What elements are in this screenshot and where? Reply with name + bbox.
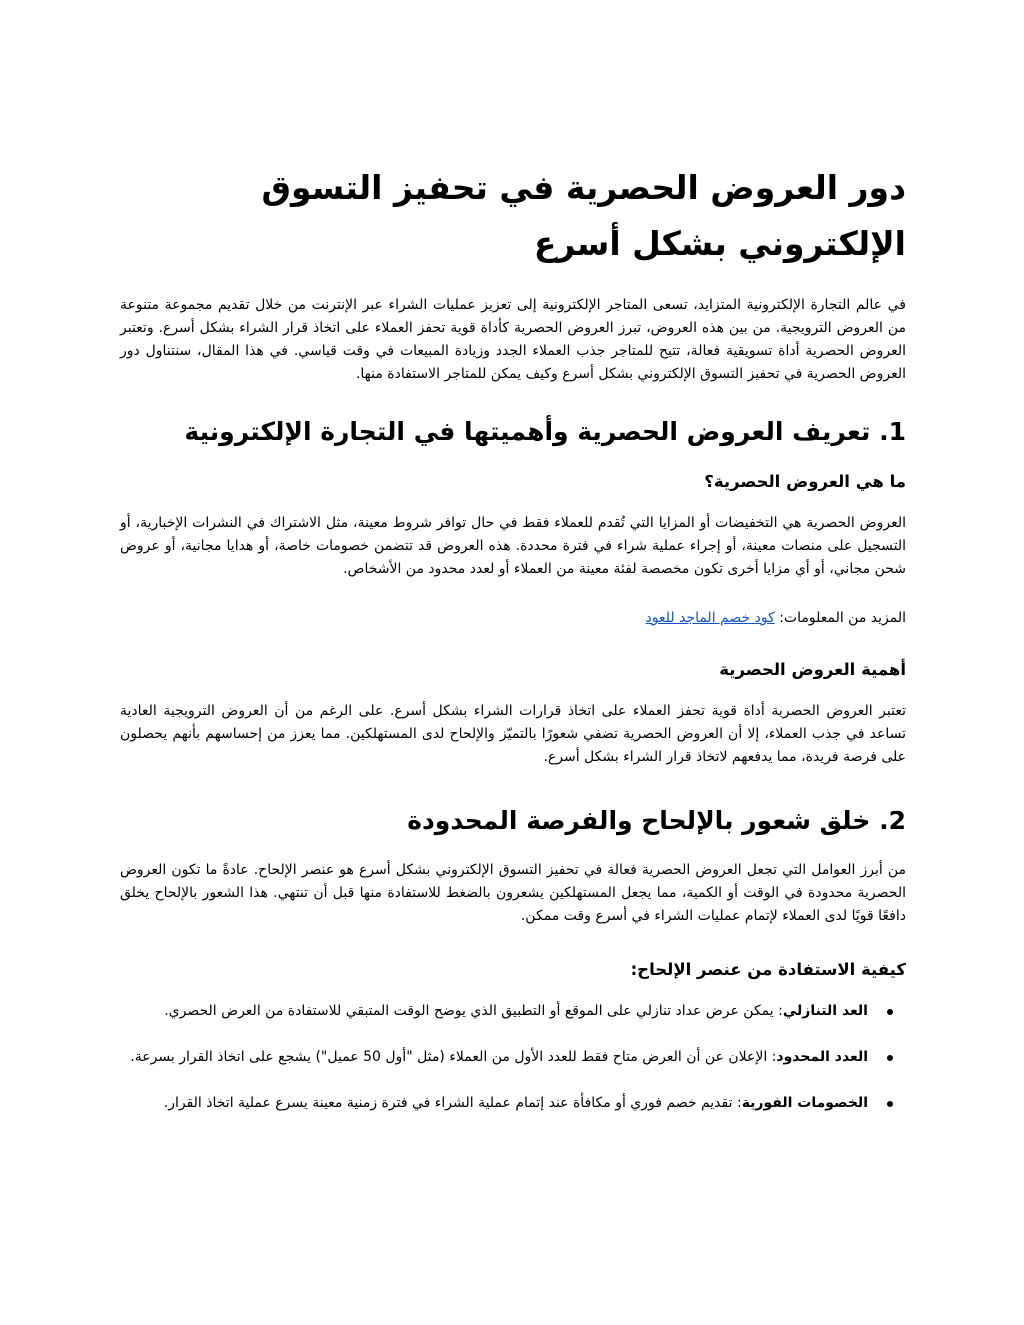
bullet-text: الإعلان عن أن العرض متاح فقط للعدد الأول من العملاء (مثل "أول 50 عميل") يشجع على اتخاذ القرار بسرعة. (130, 1049, 768, 1065)
section-1-subheading-importance: أهمية العروض الحصرية (719, 660, 906, 679)
bullet-instant-discounts (120, 1092, 868, 1115)
bullet-separator: : (732, 1095, 742, 1111)
section-2-subheading-how: كيفية الاستفادة من عنصر الإلحاح: (630, 960, 906, 979)
more-info-label: المزيد من المعلومات: (779, 610, 906, 626)
section-1-heading: 1. تعريف العروض الحصرية وأهميتها في التجارة الإلكترونية (184, 417, 906, 446)
bullet-separator: : (773, 1003, 783, 1019)
section-1-subheading-what: ما هي العروض الحصرية؟ (704, 472, 906, 491)
bullet-text: تقديم خصم فوري أو مكافأة عند إتمام عملية الشراء في فترة زمنية معينة يسرع عملية اتخاذ القرار. (163, 1095, 733, 1111)
bullet-limited-number (120, 1046, 868, 1069)
section-2-paragraph: من أبرز العوامل التي تجعل العروض الحصرية فعالة في تحفيز التسوق الإلكتروني بشكل أسرع هو عنصر الإلحاح. عادةً ما تكون العروض الحصرية محدودة في الوقت أو الكمية، مما يجعل المستهلكين يشعرون بالضغط للاستفادة منها قبل أن تنتهي. هذا الشعور بالإلحاح يخلق دافعًا قويًا لدى العملاء لإتمام عمليات الشراء في أسرع وقت ممكن. (120, 862, 906, 924)
intro-paragraph: في عالم التجارة الإلكترونية المتزايد، تسعى المتاجر الإلكترونية إلى تعزيز عمليات الشراء عبر الإنترنت من خلال تقديم مجموعة متنوعة من العروض الترويجية. من بين هذه العروض، تبرز العروض الحصرية كأداة قوية تحفز العملاء على اتخاذ قرار الشراء بشكل أسرع. وتعتبر العروض الحصرية أداة تسويقية فعالة، تتيح للمتاجر جذب العملاء الجدد وزيادة المبيعات في وقت قياسي. في هذا المقال، سنتناول دور العروض الحصرية في تحفيز التسوق الإلكتروني بشكل أسرع وكيف يمكن للمتاجر الاستفادة منها. (120, 297, 906, 382)
bullet-term: الخصومات الفورية (741, 1095, 868, 1111)
section-2-heading: 2. خلق شعور بالإلحاح والفرصة المحدودة (407, 806, 906, 835)
bullet-term: العدد المحدود (776, 1049, 868, 1065)
article-title: دور العروض الحصرية في تحفيز التسوق الإلكتروني بشكل أسرع (261, 168, 906, 263)
bullet-separator: : (767, 1049, 777, 1065)
more-info-link[interactable]: كود خصم الماجد للعود (645, 610, 775, 626)
section-1-importance-paragraph: تعتبر العروض الحصرية أداة قوية تحفز العملاء على اتخاذ قرارات الشراء بشكل أسرع. على الرغم من أن العروض الترويجية العادية تساعد في جذب العملاء، إلا أن العروض الحصرية تضفي شعورًا بالتميّز والإلحاح لدى المستهلكين. مما يعزز من إحساسهم بأنهم يحصلون على فرصة فريدة، مما يدفعهم لاتخاذ قرار الشراء بشكل أسرع. (120, 703, 906, 765)
bullet-countdown (120, 1000, 868, 1023)
more-info-line (120, 607, 906, 630)
bullet-text: يمكن عرض عداد تنازلي على الموقع أو التطبيق الذي يوضح الوقت المتبقي للاستفادة من العرض الحصري. (164, 1003, 774, 1019)
bullet-term: العد التنازلي (782, 1003, 868, 1019)
urgency-bullet-list (120, 1000, 906, 1115)
section-1-definition-paragraph: العروض الحصرية هي التخفيضات أو المزايا التي تُقدم للعملاء فقط في حال توافر شروط معينة، مثل الاشتراك في النشرات الإخبارية، أو التسجيل على منصات معينة، أو إجراء عملية شراء في فترة محددة. هذه العروض قد تتضمن خصومات خاصة، أو هدايا مجانية، أو عروض شحن مجاني، أو أي مزايا أخرى تكون مخصصة لفئة معينة من العملاء أو لعدد محدود من الأشخاص. (120, 515, 906, 577)
